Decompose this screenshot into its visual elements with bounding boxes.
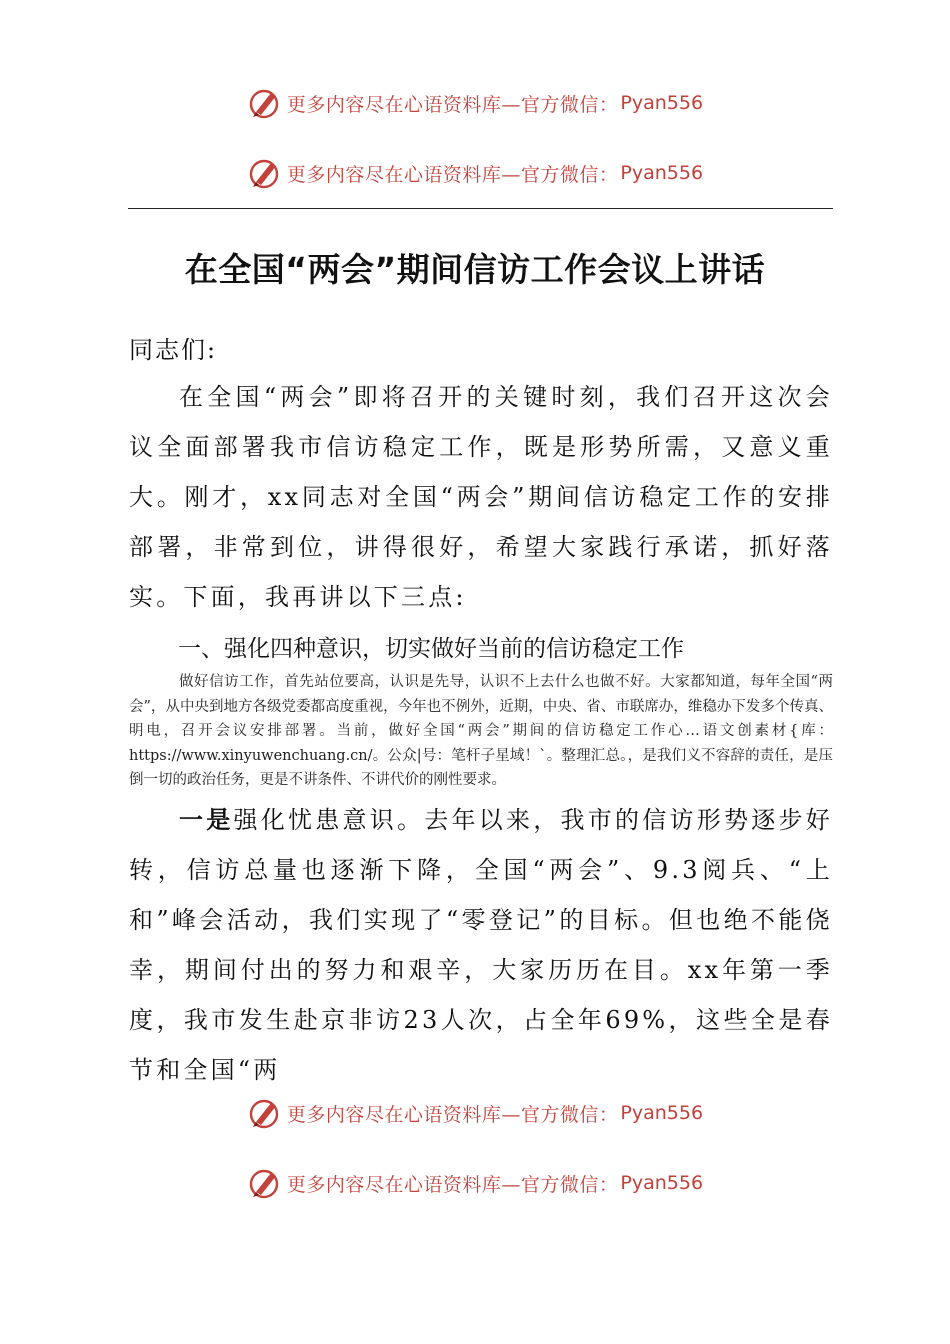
watermark-text: 更多内容尽在心语资料库—官方微信： — [286, 1173, 619, 1196]
watermark-handle: Pyan556 — [620, 162, 704, 184]
paragraph-point-one — [129, 795, 833, 1095]
paragraph-small: 做好信访工作，首先站位要高，认识是先导，认识不上去什么也做不好。大家都知道，每年全国“两会”，从中央到地方各级党委都高度重视，今年也不例外，近期，中央、省、市联席办，维稳办下发多个传真、明电，召开会议安排部署。当前，做好全国“两会”期间的信访稳定工作心…语文创素材{库：https://www.xinyuwenchuang.cn/。公众|号：笔杆子星域！`。整理汇总。，是我们义不容辞的责任，是压倒一切的政治任务，更是不讲条件、不讲代价的刚性要求。 — [129, 674, 833, 788]
section-heading-1: 一、强化四种意识，切实做好当前的信访稳定工作 — [178, 636, 684, 662]
watermark-text: 更多内容尽在心语资料库—官方微信： — [286, 1103, 619, 1126]
pen-logo-icon — [247, 1165, 283, 1201]
pen-logo-icon — [247, 1095, 283, 1131]
watermark-handle: Pyan556 — [620, 1102, 704, 1124]
document-title: 在全国“两会”期间信访工作会议上讲话 — [184, 250, 766, 289]
paragraph-body: 强化忧患意识。去年以来，我市的信访形势逐步好转，信访总量也逐渐下降，全国“两会”、9.3阅兵、“上和”峰会活动，我们实现了“零登记”的目标。但也绝不能侥幸，期间付出的努力和艰辛，大家历历在目。xx年第一季度，我市发生赴京非访23人次，占全年69%，这些全是春节和全国“两 — [129, 806, 833, 1084]
pen-logo-icon — [247, 155, 283, 191]
watermark-banner — [0, 1163, 950, 1203]
pen-logo-icon — [247, 85, 283, 121]
paragraph-lead: 一是 — [179, 806, 234, 834]
watermark-banner — [0, 83, 950, 123]
salutation: 同志们: — [129, 336, 218, 364]
paragraph-intro: 在全国“两会”即将召开的关键时刻，我们召开这次会议全面部署我市信访稳定工作，既是形势所需，又意义重大。刚才，xx同志对全国“两会”期间信访稳定工作的安排部署，非常到位，讲得很好，希望大家践行承诺，抓好落实。下面，我再讲以下三点: — [129, 383, 833, 611]
watermark-banner — [0, 153, 950, 193]
watermark-text: 更多内容尽在心语资料库—官方微信： — [286, 93, 619, 116]
header-divider — [128, 208, 833, 209]
watermark-banner — [0, 1093, 950, 1133]
watermark-text: 更多内容尽在心语资料库—官方微信： — [286, 163, 619, 186]
watermark-handle: Pyan556 — [620, 1172, 704, 1194]
watermark-handle: Pyan556 — [620, 92, 704, 114]
